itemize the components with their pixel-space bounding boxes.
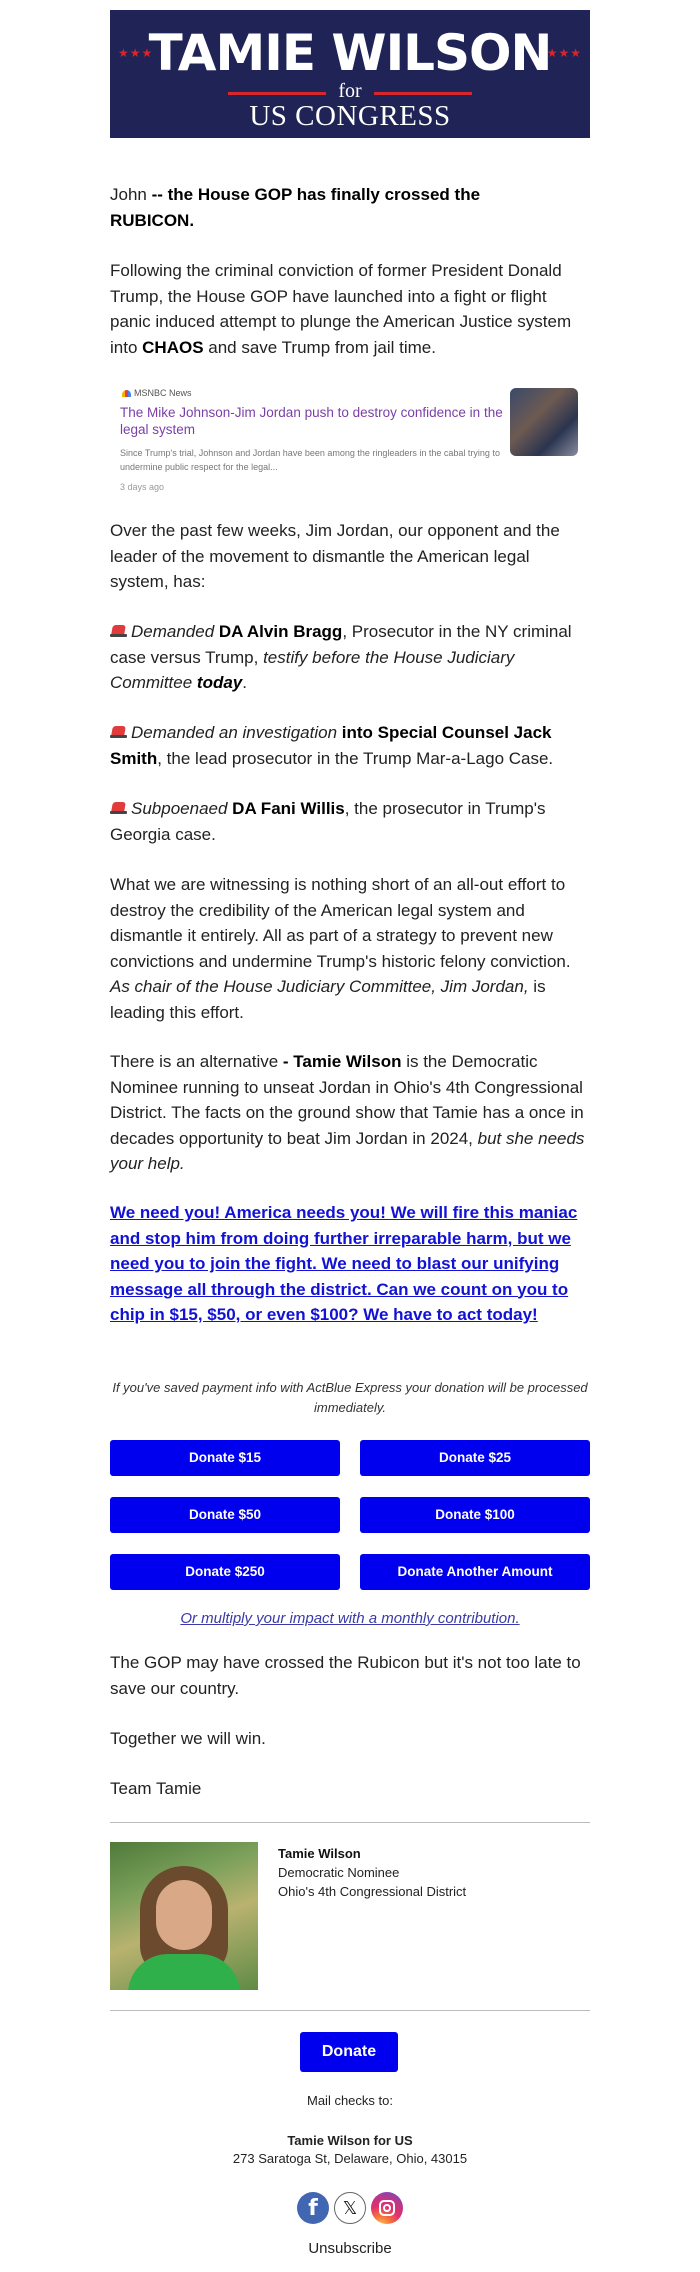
bullet-bragg: Demanded DA Alvin Bragg, Prosecutor in the NY criminal case versus Trump, testify before the House Judiciary Committee today. [110, 622, 572, 692]
signature-title: Democratic Nominee [278, 1865, 400, 1880]
signature-name: Tamie Wilson [278, 1846, 361, 1861]
team-signoff: Team Tamie [110, 1779, 202, 1798]
bullet-willis: Subpoenaed DA Fani Willis, the prosecutor in Trump's Georgia case. [110, 799, 546, 844]
article-thumbnail [510, 388, 578, 456]
intro-paragraph: John -- the House GOP has finally crossed the RUBICON. [110, 185, 481, 230]
effort-paragraph: What we are witnessing is nothing short of an all-out effort to destroy the credibility of the American legal system and dismantle it entirely. All as part of a strategy to prevent new convictions and undermine Trump's historic felony conviction. As chair of the House Judiciary Committee, Jim Jordan, is leading this effort. [110, 875, 571, 1022]
donate-15-button[interactable]: Donate $15 [110, 1440, 340, 1476]
divider [110, 1822, 590, 1823]
x-icon[interactable]: 𝕏 [334, 2192, 366, 2224]
siren-icon [110, 624, 128, 638]
footer-donate-button[interactable]: Donate [300, 2032, 398, 2072]
donate-100-button[interactable]: Donate $100 [360, 1497, 590, 1533]
chaos-paragraph: Following the criminal conviction of former President Donald Trump, the House GOP have launched into a fight or flight panic induced attempt to plunge the American Justice system into CHAOS and save Trump from jail time. [110, 261, 572, 357]
candidate-photo [110, 1842, 258, 1990]
banner-office: US CONGRESS [249, 100, 451, 132]
donate-250-button[interactable]: Donate $250 [110, 1554, 340, 1590]
together-line: Together we will win. [110, 1729, 266, 1748]
footer-address: 273 Saratoga St, Delaware, Ohio, 43015 [232, 2151, 468, 2166]
bullet-smith: Demanded an investigation into Special Counsel Jack Smith, the lead prosecutor in the Trump Mar-a-Lago Case. [110, 723, 554, 768]
news-logo-icon [122, 390, 131, 397]
donate-50-button[interactable]: Donate $50 [110, 1497, 340, 1533]
actblue-note: If you've saved payment info with ActBlue Express your donation will be processed immediately. [112, 1380, 588, 1415]
monthly-contribution-link[interactable]: Or multiply your impact with a monthly contribution. [180, 1610, 520, 1627]
banner-name: TAMIE WILSON [148, 24, 552, 82]
article-title-link[interactable]: The Mike Johnson-Jim Jordan push to destroy confidence in the legal system [120, 405, 503, 437]
news-article-card[interactable] [118, 384, 580, 498]
closing-paragraph: The GOP may have crossed the Rubicon but it's not too late to save our country. [110, 1653, 581, 1698]
article-source: MSNBC News [122, 388, 192, 398]
stars-left: ★★★ [118, 46, 154, 60]
facebook-icon[interactable]: f [297, 2192, 329, 2224]
mail-checks-label: Mail checks to: [307, 2093, 393, 2108]
siren-icon [110, 725, 128, 739]
signature-block [278, 1844, 578, 1901]
jordan-paragraph: Over the past few weeks, Jim Jordan, our opponent and the leader of the movement to dismantle the American legal system, has: [110, 521, 560, 591]
banner-rule-right [374, 92, 472, 95]
footer-org-name: Tamie Wilson for US [287, 2133, 413, 2148]
article-age: 3 days ago [120, 482, 165, 492]
banner-for: for [338, 80, 362, 102]
unsubscribe-link[interactable]: Unsubscribe [308, 2240, 392, 2257]
instagram-icon[interactable] [371, 2192, 403, 2224]
signature-district: Ohio's 4th Congressional District [278, 1884, 467, 1899]
siren-icon [110, 801, 128, 815]
donation-appeal-link[interactable]: We need you! America needs you! We will fire this maniac and stop him from doing further irreparable harm, but we need you to join the fight. We need to blast our unifying message all through the district. Can we count on you to chip in $15, $50, or even $100? We have to act today! [110, 1203, 578, 1324]
alternative-paragraph: There is an alternative - Tamie Wilson is the Democratic Nominee running to unseat Jordan in Ohio's 4th Congressional District. The facts on the ground show that Tamie has a once in decades opportunity to beat Jim Jordan in 2024, but she needs your help. [110, 1052, 585, 1173]
article-description: Since Trump's trial, Johnson and Jordan have been among the ringleaders in the cabal trying to undermine public respect for the legal... [120, 448, 500, 472]
divider [110, 2010, 590, 2011]
stars-right: ★★★ [546, 46, 582, 60]
donate-other-button[interactable]: Donate Another Amount [360, 1554, 590, 1590]
campaign-banner [110, 10, 590, 138]
donate-25-button[interactable]: Donate $25 [360, 1440, 590, 1476]
